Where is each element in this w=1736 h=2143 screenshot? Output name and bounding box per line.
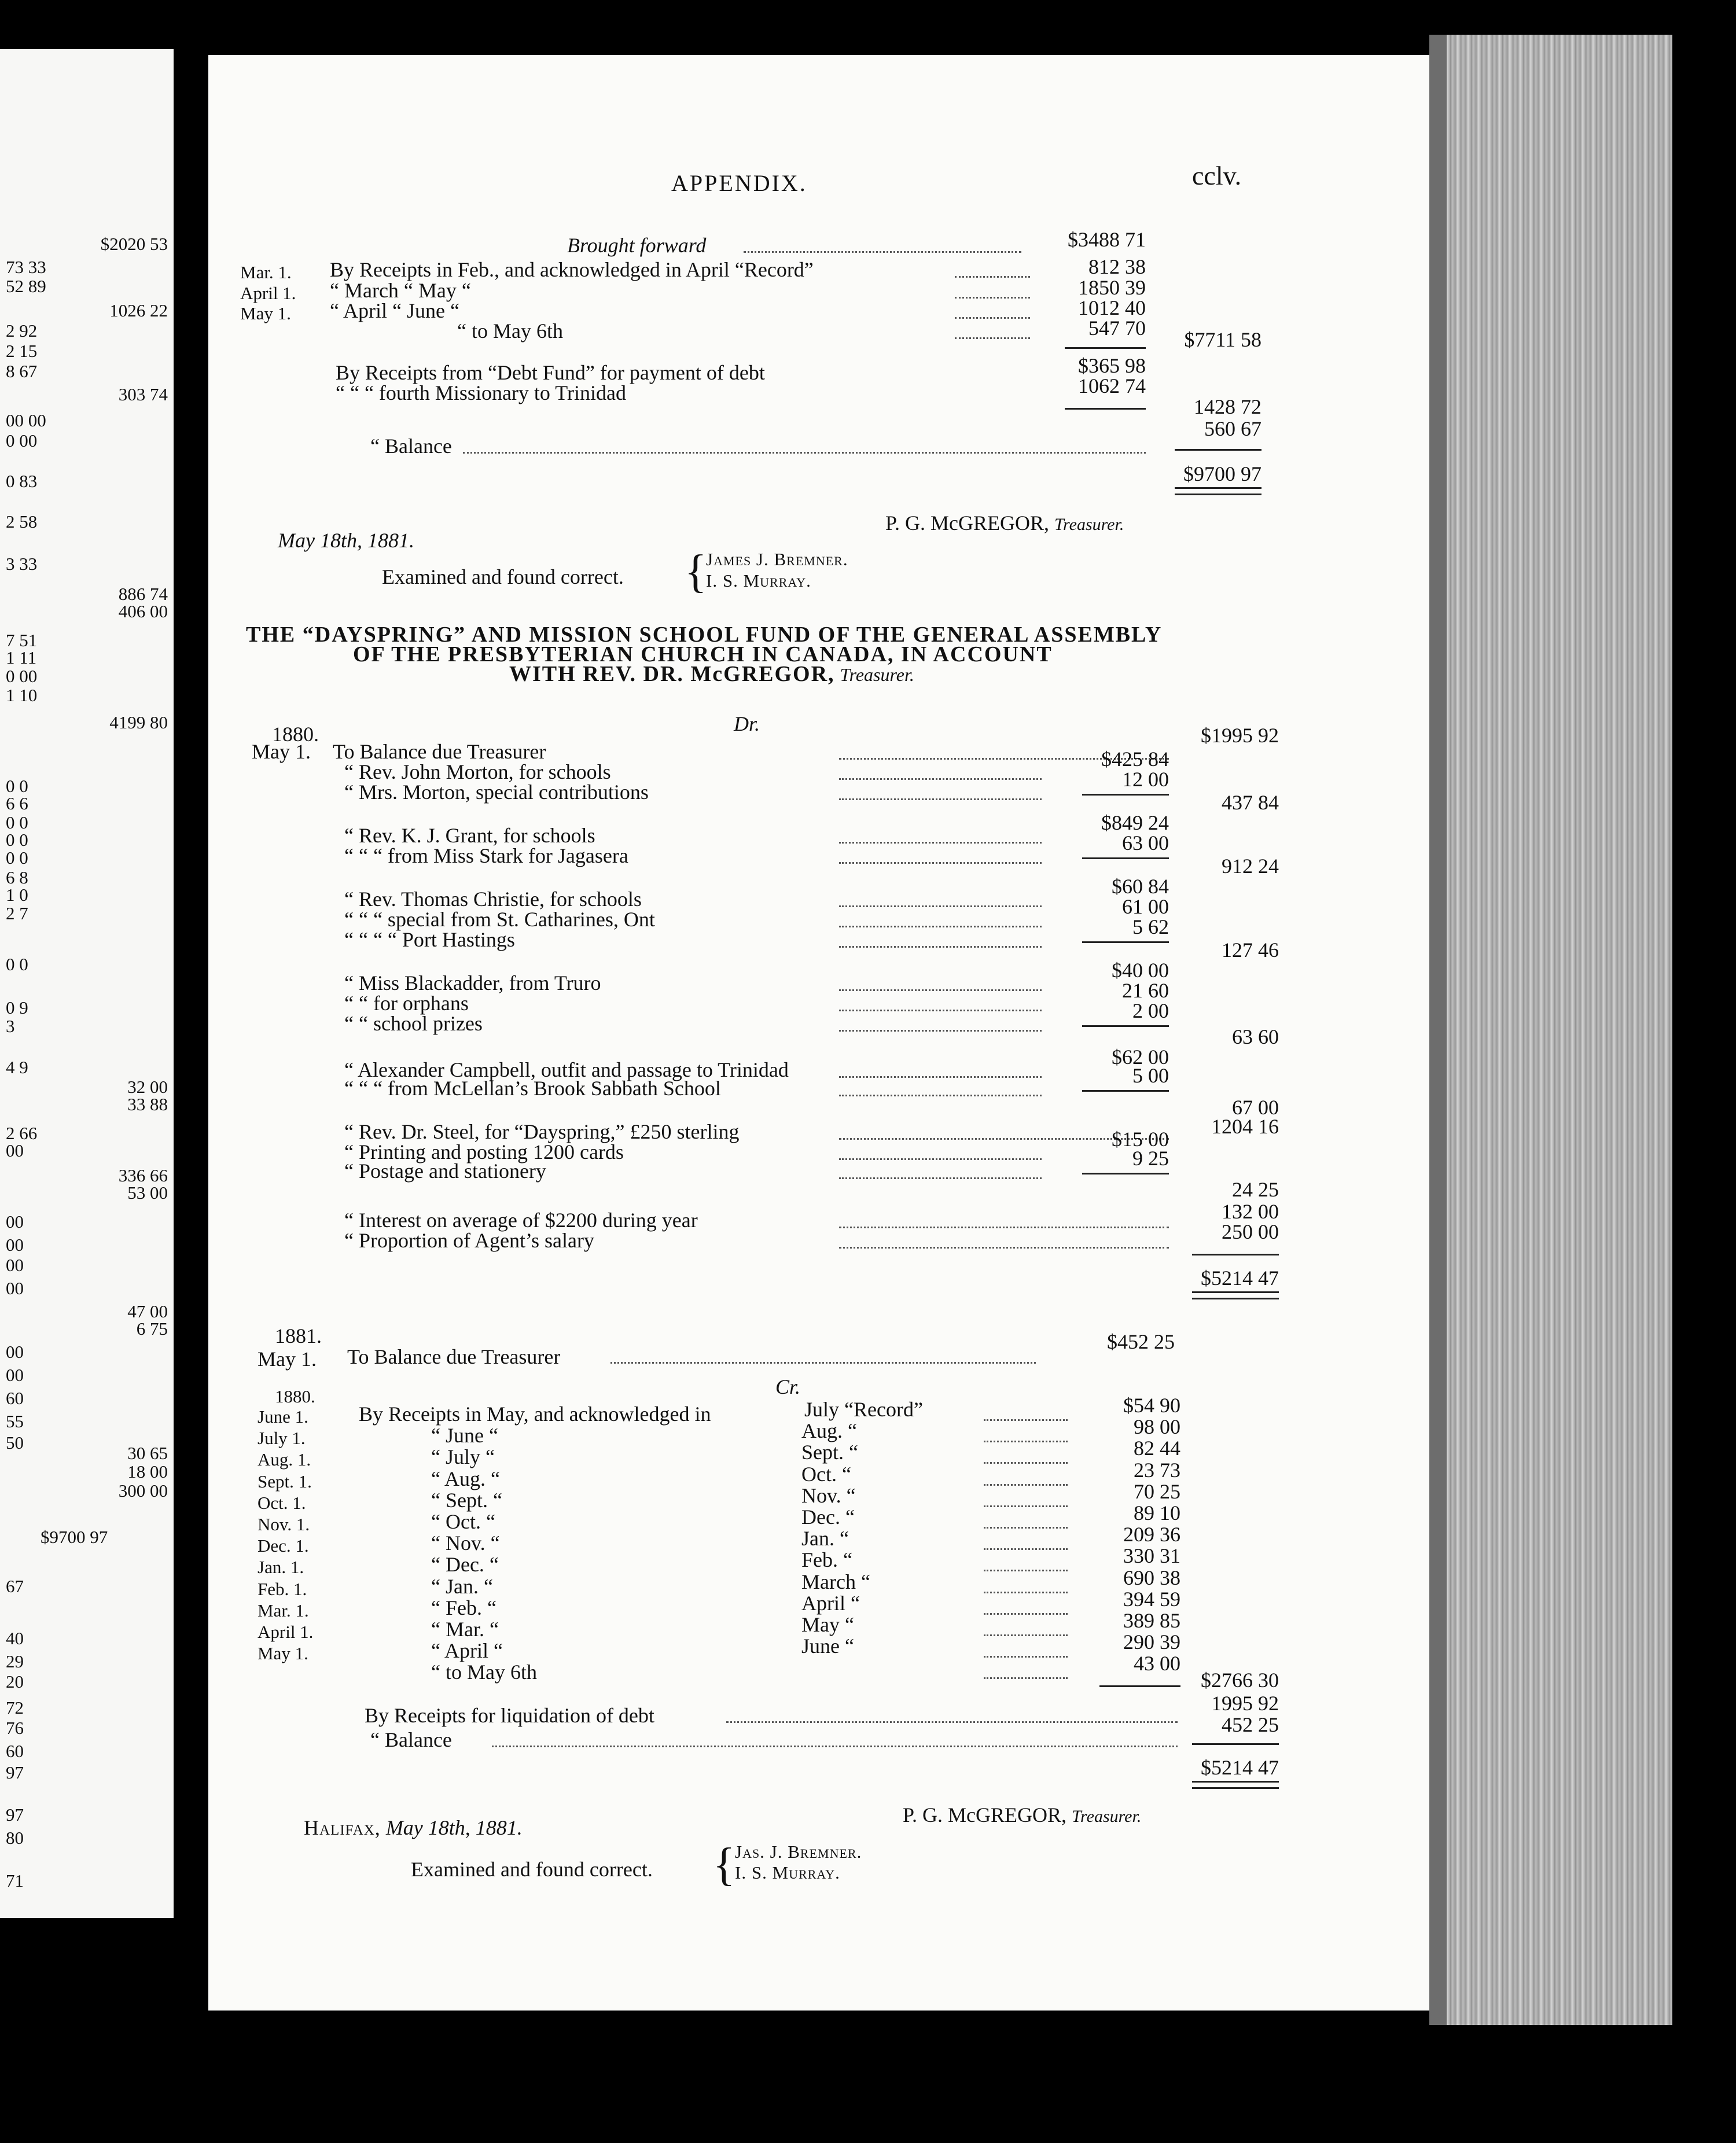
cr-text-b: Nov. “ [801,1483,856,1507]
row-date: May 1. [240,303,291,323]
cr-date: June 1. [258,1406,308,1427]
left-page-fragment: 52 89 [6,276,46,296]
dr-line-amount: $40 00 [1112,959,1169,982]
cr-date: Oct. 1. [258,1492,306,1513]
leader-dots [839,1095,1042,1096]
dr-line-text: “ Postage and stationery [344,1159,546,1183]
leader-dots [955,337,1030,339]
leader-dots [839,842,1042,844]
row-date: Mar. 1. [240,262,292,282]
leader-dots [839,1030,1042,1032]
account1-examined: Examined and found correct. [382,565,624,588]
left-page-fragment: 2 7 [6,903,28,923]
cr-text-b: July “Record” [804,1398,923,1421]
cr-date: July 1. [258,1428,306,1449]
leader-dots [610,1362,1036,1364]
fund-title-line-3 [509,663,914,686]
account1-auditor-1: James J. Bremner. [706,549,848,569]
leader-dots [955,297,1030,299]
cr-text-a: “ Feb. “ [431,1596,496,1619]
leader-dots [984,1634,1068,1636]
left-page-fragment: 0 83 [6,471,38,491]
brought-forward-label: Brought forward [567,234,707,257]
left-page-fragment: 00 [6,1212,24,1232]
cr-text-b: May “ [801,1613,854,1636]
dr-line-text: “ “ school prizes [344,1012,483,1035]
left-page-fragment: 00 [6,1255,24,1275]
leader-dots [984,1570,1068,1571]
dr-group-total: 24 25 [1232,1178,1279,1201]
cr-text-a: “ Oct. “ [431,1510,495,1533]
fund-title-line-1: THE “DAYSPRING” AND MISSION SCHOOL FUND OF THE GENERAL ASSEMBLY [246,623,1163,647]
left-page-fragment: 97 [6,1805,24,1825]
dr-line-amount: $849 24 [1101,811,1169,834]
fund-title-text: WITH REV. DR. McGREGOR, [509,662,835,686]
cr-amount: 89 10 [1134,1501,1180,1525]
account2-auditor-1: Jas. J. Bremner. [735,1842,862,1862]
left-page-fragment: 00 [6,1235,24,1255]
account1-total: $9700 97 [1183,462,1261,485]
left-page-fragment: 18 00 [127,1461,168,1482]
cr-amount: 82 44 [1134,1437,1180,1460]
leader-dots [984,1677,1068,1679]
account1-balance-label: “ Balance [370,435,452,458]
row-amount: 547 70 [1088,316,1146,340]
dr-line-amount: 2 00 [1132,999,1169,1022]
debt-row-amount: $365 98 [1078,354,1146,377]
dr-line-amount: 5 62 [1132,915,1169,938]
left-page-fragment: 3 [6,1016,15,1036]
row-text: “ April “ June “ [330,299,459,322]
dr-line-amount: $62 00 [1112,1045,1169,1069]
rule [1192,1254,1279,1255]
dr-line-text: “ Rev. John Morton, for schools [344,760,611,783]
leader-dots [839,1076,1042,1078]
page-edge-shadow [1429,35,1447,2025]
left-page-fragment: 300 00 [118,1481,168,1501]
account2-examined: Examined and found correct. [411,1858,653,1881]
brace: { [713,1839,735,1890]
left-page-fragment: 2 66 [6,1123,38,1143]
left-page-fragment: 76 [6,1718,24,1738]
balance-date: May 1. [258,1347,317,1371]
leader-dots [839,1158,1042,1160]
left-page-fragment: 1 0 [6,885,28,905]
dr-line-amount: 63 00 [1122,831,1169,855]
rule [1082,1173,1169,1174]
dr-line-text: “ “ for orphans [344,992,469,1015]
dr-group-total: 67 00 [1232,1096,1279,1119]
cr-text-a: “ Nov. “ [431,1531,500,1555]
debt-row-text: “ “ “ fourth Missionary to Trinidad [336,381,626,404]
dr-line-text: “ “ “ “ Port Hastings [344,928,515,951]
page-edges [1429,35,1672,2025]
leader-dots [984,1592,1068,1593]
leader-dots [984,1656,1068,1658]
left-page-fragment: 97 [6,1762,24,1783]
cr-text-b: March “ [801,1570,870,1593]
leader-dots [839,905,1042,907]
leader-dots [839,1010,1042,1011]
rule [1099,1685,1180,1687]
leader-dots [839,1247,1169,1249]
cr-amount: 209 36 [1123,1523,1180,1547]
dr-group-total: 437 84 [1222,791,1279,814]
dr-total: $5214 47 [1201,1266,1279,1290]
account1-balance-amount: 560 67 [1204,417,1261,440]
left-page-fragment: 1026 22 [109,300,168,321]
dr-group-total: $1995 92 [1201,724,1279,747]
left-page-fragment: 60 [6,1741,24,1761]
cr-total: $5214 47 [1201,1756,1279,1779]
rule [1082,857,1169,859]
leader-dots [984,1505,1068,1507]
cr-text-b: Oct. “ [801,1462,851,1486]
balance-year: 1881. [275,1324,322,1347]
dr-line-amount: 5 00 [1132,1064,1169,1087]
left-page-fragment: 32 00 [127,1077,168,1097]
left-page-fragment: 7 51 [6,630,38,650]
cr-text-a: “ June “ [431,1424,498,1448]
rule [1192,1743,1279,1745]
cr-text-a: “ Sept. “ [431,1488,502,1512]
running-title: APPENDIX. [671,170,807,196]
cr-text-b: Sept. “ [801,1441,858,1464]
leader-dots [839,926,1042,927]
left-page-fragment: 60 [6,1388,24,1408]
dr-line-text: “ Alexander Campbell, outfit and passage to Trinidad [344,1058,789,1081]
row-text: “ to May 6th [457,319,563,343]
balance-text: To Balance due Treasurer [347,1345,561,1368]
cr-text-a: “ April “ [431,1639,503,1663]
left-page-fragment: 20 [6,1671,24,1692]
account1-auditor-2: I. S. Murray. [706,570,811,591]
left-page-fragment: 00 [6,1342,24,1362]
left-page-fragment: 72 [6,1698,24,1718]
left-page-fragment: 2 92 [6,321,38,341]
dr-group-total: 63 60 [1232,1025,1279,1048]
treasurer-name: P. G. McGREGOR, [885,511,1050,535]
cr-amount: 389 85 [1123,1609,1180,1632]
leader-dots [839,1227,1169,1228]
cr-date: Mar. 1. [258,1600,309,1621]
row-amount: 812 38 [1088,255,1146,278]
treasurer-name: P. G. McGREGOR, [903,1803,1067,1827]
row-amount: 1850 39 [1078,276,1146,299]
leader-dots [726,1721,1178,1723]
cr-text-b: Dec. “ [801,1505,855,1529]
leader-dots [984,1462,1068,1464]
rule [1065,408,1146,410]
left-page-fragment: 406 00 [118,601,168,621]
rule [1065,347,1146,349]
cr-text-a: “ Jan. “ [431,1574,493,1598]
left-page-fragment: 00 [6,1140,24,1161]
cr-text-a: “ to May 6th [431,1660,537,1684]
rule [1082,1090,1169,1092]
cr-text-b: April “ [801,1591,860,1615]
cr-date: Aug. 1. [258,1449,311,1470]
treasurer-title: Treasurer. [1072,1807,1142,1826]
cr-text-a: “ Mar. “ [431,1618,499,1641]
dr-group-total: 132 00 [1222,1200,1279,1223]
leader-dots [984,1527,1068,1529]
dr-line-amount: 9 25 [1132,1147,1169,1170]
dr-line-amount: $425 84 [1101,748,1169,771]
left-page-fragment: 1 11 [6,647,37,668]
left-page-fragment: 303 74 [118,384,168,404]
dr-line-text: To Balance due Treasurer [333,740,546,763]
cr-amount: 330 31 [1123,1544,1180,1568]
dr-line-text: “ Mrs. Morton, special contributions [344,780,649,804]
left-page-fragment: 53 00 [127,1183,168,1203]
rule [1082,941,1169,943]
left-page-fragment: 33 88 [127,1094,168,1114]
brought-forward-amount: $3488 71 [1068,228,1146,251]
cr-date: Jan. 1. [258,1557,304,1578]
leader-dots [984,1484,1068,1486]
dr-line-text: “ “ “ from McLellan’s Brook Sabbath School [344,1077,721,1100]
leader-dots [839,778,1042,780]
cr-text-b: Aug. “ [801,1419,857,1443]
closing-date-text: May 18th, 1881. [385,1816,523,1839]
cr-date: Feb. 1. [258,1578,307,1599]
cr-year: 1880. [275,1386,315,1406]
dr-line-amount: $15 00 [1112,1128,1169,1151]
left-page-fragment: 29 [6,1651,24,1671]
liquidation-amount: 1995 92 [1211,1692,1279,1715]
row-amount: 1012 40 [1078,296,1146,319]
rule [1175,449,1261,451]
left-page-fragment: 47 00 [127,1301,168,1321]
row-text: By Receipts in Feb., and acknowledged in April “Record” [330,258,814,281]
rule [1082,1025,1169,1027]
cr-amount: 690 38 [1123,1566,1180,1589]
account1-subtotal: $7711 58 [1184,328,1261,351]
cr-text-a: “ July “ [431,1445,495,1469]
row-text: “ March “ May “ [330,279,471,302]
left-page-fragment: 0 0 [6,830,28,850]
left-page-fragment: 6 75 [136,1319,168,1339]
left-page-fragment: 6 8 [6,867,28,888]
balance-amount: $452 25 [1107,1330,1175,1353]
left-page-fragment: 40 [6,1628,24,1648]
account1-date: May 18th, 1881. [278,529,414,552]
liquidation-text: By Receipts for liquidation of debt [365,1704,654,1727]
dr-line-text: “ “ “ from Miss Stark for Jagasera [344,844,628,867]
cr-text-b: Jan. “ [801,1527,849,1551]
dr-date: May 1. [252,740,311,763]
left-page-fragment: 886 74 [118,584,168,604]
cr-text-a: By Receipts in May, and acknowledged in [359,1402,711,1426]
cr-balance-text: “ Balance [370,1728,452,1751]
leader-dots [839,989,1042,991]
leader-dots [984,1548,1068,1550]
cr-amount: $54 90 [1123,1394,1180,1417]
left-page-fragment: 2 58 [6,511,38,532]
double-rule [1175,487,1261,495]
dr-line-text: “ Interest on average of $2200 during year [344,1209,698,1232]
left-page-fragment: 67 [6,1576,24,1596]
left-page-fragment: $9700 97 [41,1527,108,1547]
left-page-fragment: 0 0 [6,812,28,833]
closing-place: Halifax, [304,1816,381,1839]
left-page-fragment: 0 0 [6,776,28,796]
left-page-fragment: 0 0 [6,954,28,974]
fund-title-line-2: OF THE PRESBYTERIAN CHURCH IN CANADA, IN ACCOUNT [353,642,1053,667]
leader-dots [492,1746,1178,1747]
brace: { [685,546,707,597]
dr-label: Dr. [734,712,760,735]
left-page-fragment: 30 65 [127,1443,168,1463]
left-page-fragment: 2 15 [6,341,38,361]
left-page-fragment: 55 [6,1411,24,1431]
cr-text-b: June “ [801,1634,854,1658]
leader-dots [984,1613,1068,1615]
cr-amount: 98 00 [1134,1415,1180,1439]
dr-line-text: “ Miss Blackadder, from Truro [344,971,601,995]
cr-text-a: “ Dec. “ [431,1553,499,1577]
left-page-fragment: 71 [6,1870,24,1891]
left-page-fragment: 0 9 [6,997,28,1018]
treasurer-title: Treasurer. [1054,515,1124,534]
cr-amount: 70 25 [1134,1479,1180,1503]
left-page-fragment: 00 [6,1278,24,1298]
debt-row-amount: 1062 74 [1078,374,1146,397]
dr-group-total: 127 46 [1222,938,1279,962]
leader-dots [984,1441,1068,1442]
left-page-fragment: 00 [6,1365,24,1385]
dr-line-amount: 21 60 [1122,979,1169,1002]
account1-debt-total: 1428 72 [1194,395,1261,418]
double-rule [1192,1291,1279,1299]
cr-date: Dec. 1. [258,1536,309,1556]
left-page-fragment: 0 0 [6,848,28,868]
leader-dots [839,798,1042,800]
cr-date: Nov. 1. [258,1514,310,1534]
left-page-fragment: 4199 80 [109,712,168,732]
cr-label: Cr. [775,1375,801,1398]
dr-line-text: “ Rev. Thomas Christie, for schools [344,888,642,911]
left-page-fragment: 4 9 [6,1057,28,1077]
leader-dots [463,452,1146,454]
left-page-fragment: 8 67 [6,361,38,381]
cr-subtotal: $2766 30 [1201,1669,1279,1692]
left-page-fragment: 1 10 [6,685,38,705]
dr-group-total: 912 24 [1222,855,1279,878]
leader-dots [839,1177,1042,1179]
dr-line-text: “ “ “ special from St. Catharines, Ont [344,908,655,931]
cr-text-b: Feb. “ [801,1548,852,1572]
left-page-fragment: 80 [6,1828,24,1848]
closing-date [304,1817,523,1839]
dr-year: 1880. [272,723,319,746]
left-page-fragment: 0 00 [6,666,38,686]
cr-text-a: “ Aug. “ [431,1467,500,1490]
dr-line-text: “ Proportion of Agent’s salary [344,1229,594,1252]
dr-group-total: 1204 16 [1211,1115,1279,1138]
left-page-fragment: 73 33 [6,257,46,277]
leader-dots [984,1419,1068,1421]
dr-line-amount: $60 84 [1112,875,1169,898]
leader-dots [744,251,1021,253]
dr-group-total: 250 00 [1222,1220,1279,1243]
cr-date: May 1. [258,1643,308,1664]
page-number: cclv. [1192,161,1242,190]
left-page-fragment: 336 66 [118,1165,168,1185]
row-date: April 1. [240,283,296,303]
left-page-fragment: $2020 53 [100,234,168,254]
dr-line-text: “ Printing and posting 1200 cards [344,1140,624,1163]
cr-amount: 43 00 [1134,1652,1180,1676]
account2-treasurer [903,1804,1141,1828]
left-page-fragment: 50 [6,1433,24,1453]
leader-dots [955,317,1030,319]
left-page-fragment: 0 00 [6,430,38,451]
fund-title-treasurer: Treasurer. [840,664,914,685]
double-rule [1192,1781,1279,1789]
left-page-fragment: 3 33 [6,554,38,574]
cr-amount: 23 73 [1134,1458,1180,1482]
leader-dots [839,946,1042,948]
dr-line-amount: 61 00 [1122,895,1169,918]
leader-dots [955,276,1030,278]
left-page-fragment: 00 00 [6,410,46,430]
dr-line-amount: 12 00 [1122,768,1169,791]
cr-date: April 1. [258,1622,314,1642]
account2-auditor-2: I. S. Murray. [735,1862,840,1883]
cr-amount: 290 39 [1123,1630,1180,1654]
debt-row-text: By Receipts from “Debt Fund” for payment of debt [336,361,765,384]
dr-line-text: “ Rev. K. J. Grant, for schools [344,824,595,847]
account1-treasurer [885,512,1124,536]
cr-amount: 394 59 [1123,1587,1180,1611]
cr-date: Sept. 1. [258,1471,312,1492]
rule [1082,794,1169,796]
dr-line-text: “ Rev. Dr. Steel, for “Dayspring,” £250 sterling [344,1120,740,1143]
left-page-fragment: 6 6 [6,793,28,813]
leader-dots [839,862,1042,864]
cr-balance-amount: 452 25 [1222,1713,1279,1736]
